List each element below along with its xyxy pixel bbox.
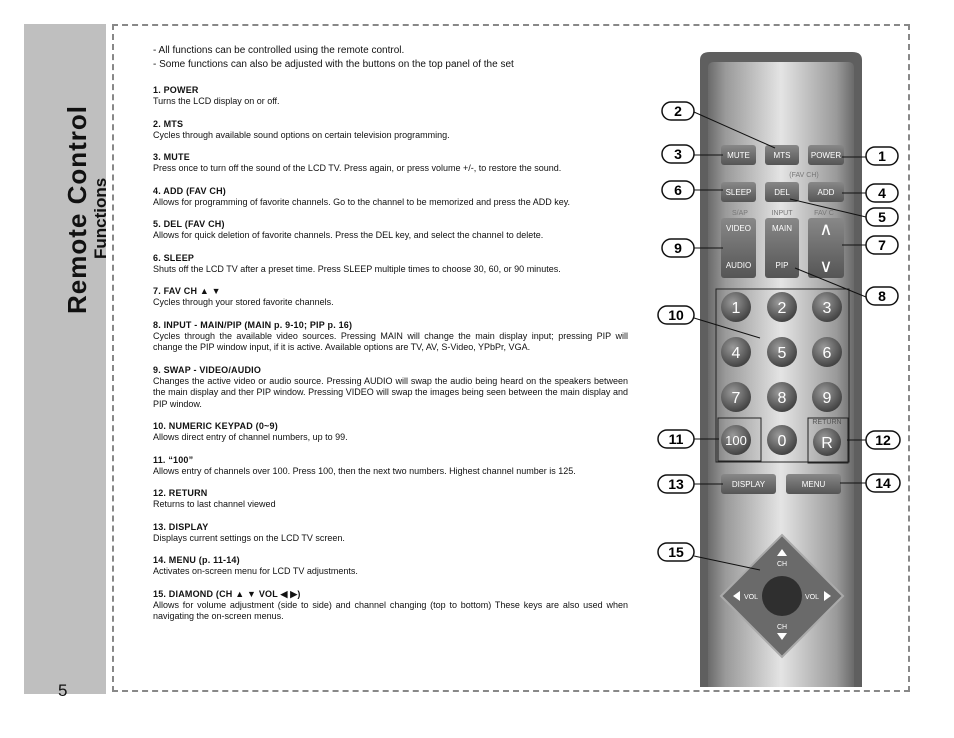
function-item (153, 455, 628, 478)
function-title: 9. SWAP - VIDEO/AUDIO (153, 364, 262, 375)
page-number: 5 (58, 681, 68, 700)
chevron-up-icon: ∧ (819, 219, 833, 239)
digit-label: 4 (731, 345, 741, 362)
digit-label: 1 (731, 300, 741, 317)
chevron-down-icon: ∨ (819, 256, 833, 276)
digit-label: 5 (777, 345, 787, 362)
callout-number: 6 (674, 182, 682, 198)
vol-left-label: VOL (743, 594, 759, 601)
menu-button-label: MENU (801, 480, 826, 489)
return-key-label: R (821, 435, 833, 452)
function-item (153, 152, 628, 175)
function-desc: Cycles through available sound options on certain television programming. (153, 129, 450, 140)
pip-button-label: PIP (775, 261, 789, 270)
callout-number: 11 (668, 431, 684, 447)
function-desc: Press once to turn off the sound of the LCD TV. Press again, or press volume +/-, to restore the sound. (153, 163, 562, 173)
numeric-keypad (721, 292, 842, 412)
fav-label: FAV C (814, 210, 834, 217)
callout-number: 15 (668, 544, 684, 560)
function-desc: Allows direct entry of channel numbers, up to 99. (153, 432, 348, 442)
callout-number: 4 (878, 185, 886, 201)
page-title: Remote Control (62, 105, 92, 314)
function-item (153, 219, 628, 242)
digit-label: 6 (822, 345, 832, 362)
section-title (62, 105, 111, 314)
ch-down-label: CH (776, 624, 788, 631)
add-button-label: ADD (817, 188, 835, 197)
function-title: 3. MUTE (153, 152, 190, 162)
remote-illustration (640, 35, 908, 687)
audio-button-label: AUDIO (725, 261, 752, 270)
function-title: 14. MENU (p. 11-14) (153, 555, 240, 565)
video-button-label: VIDEO (726, 224, 751, 233)
function-desc: Activates on-screen menu for LCD TV adjustments. (153, 566, 358, 576)
function-desc: Changes the active video or audio source. Pressing AUDIO will swap the audio being heard on the speakers between the main display and ther PIP window. Pressing VIDEO will swap the images being seen between the main display and PIP window. (153, 375, 628, 409)
callout-number: 2 (674, 103, 682, 119)
function-list (153, 85, 628, 634)
digit-label: 2 (777, 300, 787, 317)
intro-line: - All functions can be controlled using the remote control. (153, 45, 405, 56)
intro-line: - Some functions can also be adjusted with the buttons on the top panel of the set (153, 58, 514, 70)
callout-number: 12 (875, 432, 891, 448)
diamond-center (762, 576, 802, 616)
function-desc: Shuts off the LCD TV after a preset time. Press SLEEP multiple times to choose 30, 60, or 90 minutes. (153, 263, 561, 274)
power-button-label: POWER (810, 151, 842, 160)
function-title: 2. MTS (153, 118, 184, 129)
sleep-button-label: SLEEP (725, 188, 752, 197)
hundred-key-label: 100 (725, 433, 747, 448)
digit-label: 0 (777, 433, 787, 450)
main-button-label: MAIN (772, 224, 792, 233)
digit-label: 9 (822, 390, 832, 407)
function-desc: Returns to last channel viewed (153, 499, 276, 509)
mts-button-label: MTS (773, 151, 791, 160)
function-item (153, 589, 628, 623)
function-item (153, 365, 628, 411)
function-item (153, 119, 628, 142)
function-desc: Cycles through the available video sources. Pressing MAIN will change the main display input; pressing PIP will change the PIP window input, if it is active. Available options are TV, AV, S-Video, YPbPr, VGA. (153, 330, 628, 352)
sidebar (24, 24, 110, 700)
digit-label: 8 (777, 390, 787, 407)
function-desc: Displays current settings on the LCD TV screen. (153, 532, 345, 543)
function-item (153, 488, 628, 511)
function-item (153, 253, 628, 276)
callout-number: 10 (668, 307, 684, 323)
callout-number: 3 (674, 146, 682, 162)
function-title: 15. DIAMOND (CH ▲ ▼ VOL ◀ ▶) (153, 588, 301, 599)
function-item (153, 286, 628, 309)
function-desc: Allows for quick deletion of favorite channels. Press the DEL key, and select the channel to delete. (153, 230, 544, 240)
intro (153, 44, 633, 71)
callout-number: 5 (878, 209, 886, 225)
function-item (153, 320, 628, 354)
function-desc: Turns the LCD display on or off. (153, 96, 280, 106)
function-item (153, 421, 628, 444)
function-desc: Allows for programming of favorite channels. Go to the channel to be memorized and press the ADD key. (153, 196, 571, 207)
function-title: 1. POWER (153, 85, 199, 95)
vol-right-label: VOL (804, 594, 820, 601)
function-title: 6. SLEEP (153, 252, 195, 263)
fav-ch-label: (FAV CH) (789, 172, 819, 179)
function-desc: Allows entry of channels over 100. Press 100, then the next two numbers. Highest channel number is 125. (153, 465, 576, 476)
function-desc: Cycles through your stored favorite channels. (153, 297, 334, 307)
function-title: 11. “100” (153, 454, 194, 465)
display-button-label: DISPLAY (731, 480, 766, 489)
function-title: 8. INPUT - MAIN/PIP (MAIN p. 9-10; PIP p. 16) (153, 319, 353, 330)
ch-up-label: CH (776, 561, 788, 568)
input-label: INPUT (771, 210, 793, 217)
callout-number: 7 (878, 237, 886, 253)
function-title: 12. RETURN (153, 488, 208, 498)
digit-label: 7 (731, 390, 741, 407)
return-label: RETURN (812, 419, 842, 426)
function-title: 4. ADD (FAV CH) (153, 185, 227, 196)
digit-label: 3 (822, 300, 832, 317)
del-button-label: DEL (774, 188, 790, 197)
function-title: 7. FAV CH ▲ ▼ (153, 286, 221, 296)
function-item (153, 555, 628, 578)
function-item (153, 186, 628, 209)
function-title: 10. NUMERIC KEYPAD (0~9) (153, 421, 278, 431)
function-title: 13. DISPLAY (153, 521, 209, 532)
callout-number: 9 (674, 240, 682, 256)
swap-label: S/AP (732, 210, 748, 217)
function-title: 5. DEL (FAV CH) (153, 219, 225, 229)
function-item (153, 85, 628, 108)
callout-number: 8 (878, 288, 886, 304)
page-subtitle: Functions (91, 177, 110, 259)
function-item (153, 522, 628, 545)
callout-number: 13 (668, 476, 684, 492)
callout-number: 1 (878, 148, 886, 164)
function-desc: Allows for volume adjustment (side to side) and channel changing (top to bottom) These keys are also used when navigating the on-screen menus. (153, 599, 628, 621)
callout-number: 14 (875, 475, 891, 491)
mute-button-label: MUTE (727, 151, 750, 160)
